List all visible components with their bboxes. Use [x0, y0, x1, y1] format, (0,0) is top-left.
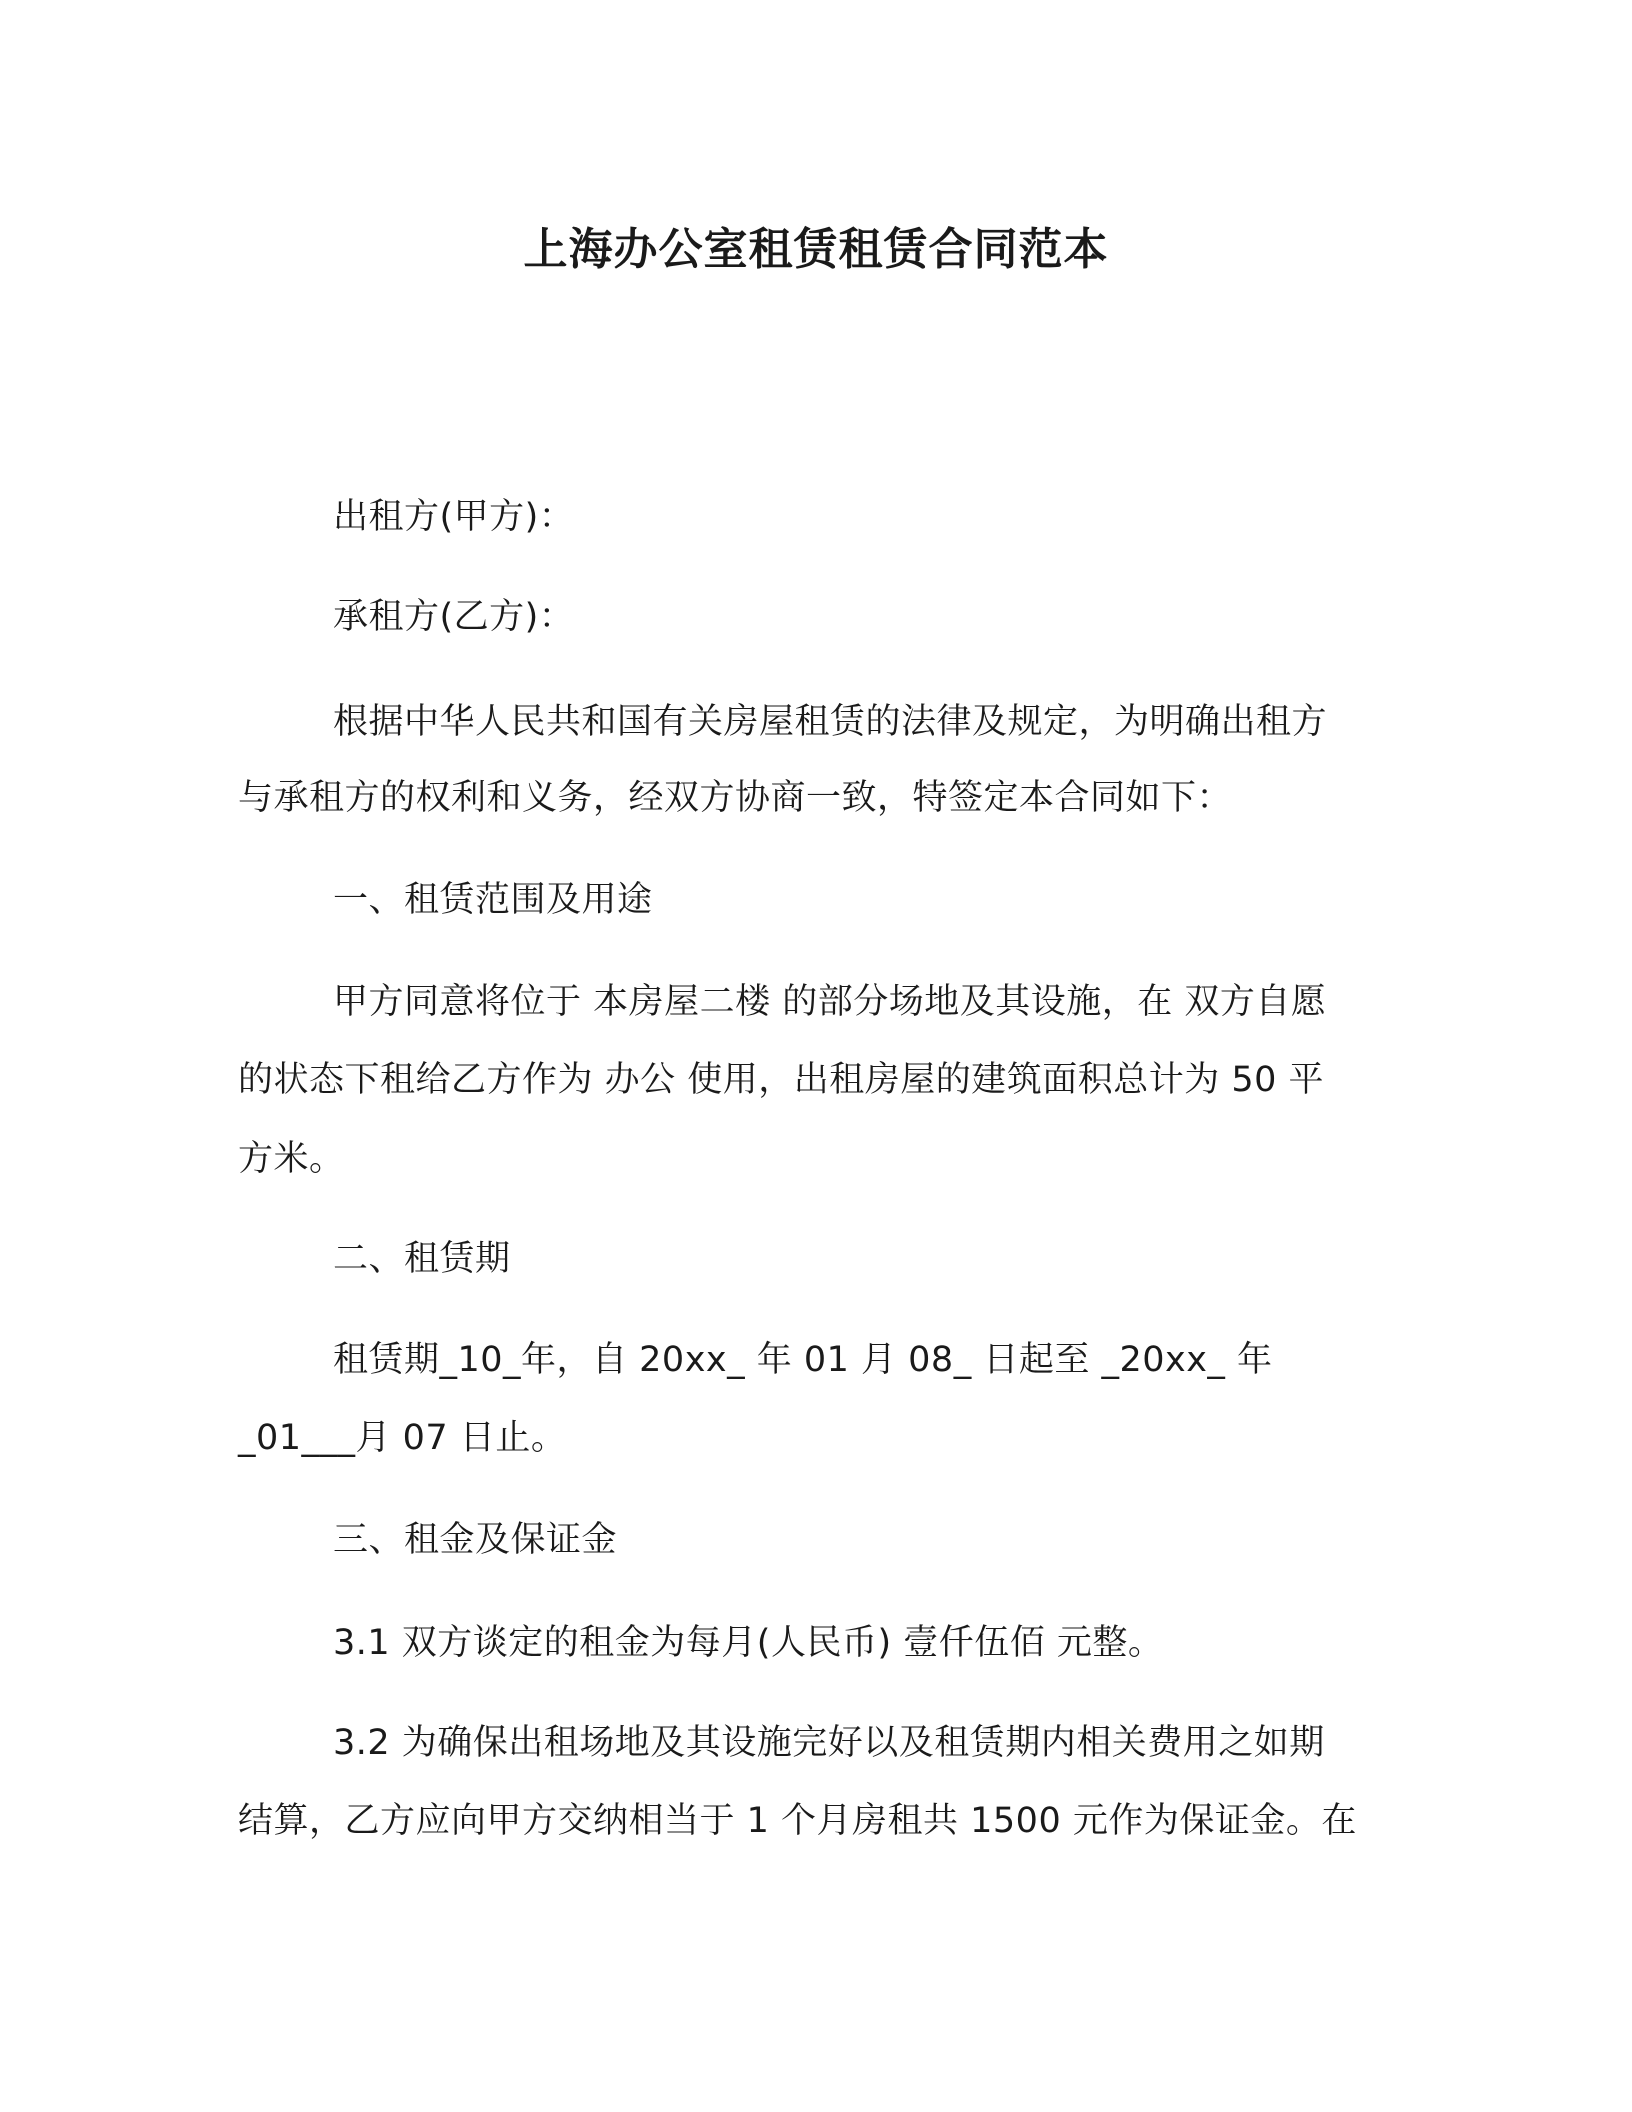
preamble-line-1: 根据中华人民共和国有关房屋租赁的法律及规定，为明确出租方	[333, 702, 1328, 742]
section-3-clause-2-line-2: 结算，乙方应向甲方交纳相当于 1 个月房租共 1500 元作为保证金。在	[238, 1801, 1357, 1841]
lessor-label: 出租方(甲方)：	[333, 497, 575, 537]
section-1-line-3: 方米。	[238, 1139, 345, 1179]
section-1-line-1: 甲方同意将位于 本房屋二楼 的部分场地及其设施，在 双方自愿	[333, 982, 1327, 1022]
preamble-line-2: 与承租方的权利和义务，经双方协商一致，特签定本合同如下：	[238, 778, 1233, 818]
section-3-clause-1: 3.1 双方谈定的租金为每月(人民币) 壹仟伍佰 元整。	[333, 1623, 1164, 1663]
section-1-heading: 一、租赁范围及用途	[333, 880, 653, 920]
section-2-line-2: _01___月 07 日止。	[238, 1418, 567, 1458]
section-1-line-2: 的状态下租给乙方作为 办公 使用，出租房屋的建筑面积总计为 50 平	[238, 1060, 1325, 1100]
section-2-heading: 二、租赁期	[333, 1239, 511, 1279]
lessee-label: 承租方(乙方)：	[333, 597, 575, 637]
section-3-clause-2-line-1: 3.2 为确保出租场地及其设施完好以及租赁期内相关费用之如期	[333, 1723, 1325, 1763]
section-3-heading: 三、租金及保证金	[333, 1520, 618, 1560]
document-title: 上海办公室租赁租赁合同范本	[523, 224, 1109, 275]
section-2-line-1: 租赁期_10_年，自 20xx_ 年 01 月 08_ 日起至 _20xx_ 年	[333, 1340, 1273, 1380]
